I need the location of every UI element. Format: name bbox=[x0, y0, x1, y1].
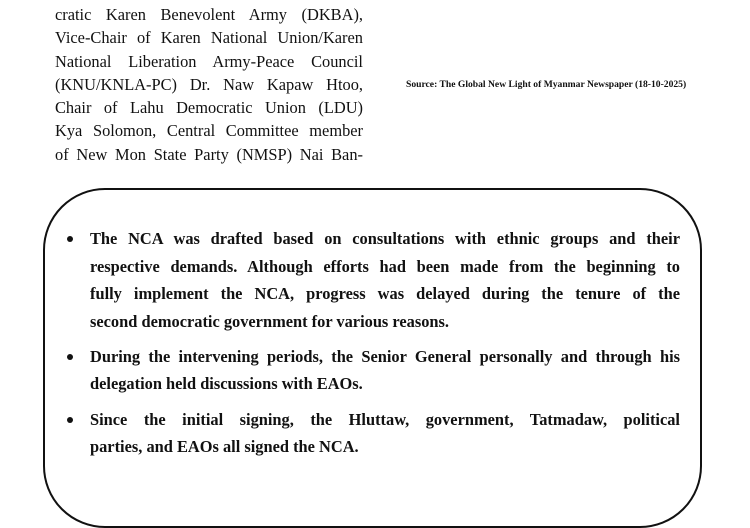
bullet-line: second democratic government for various reasons. bbox=[90, 311, 450, 331]
bullet-line: During the intervening periods, the Senior General personally and through his bbox=[90, 346, 680, 366]
bullet-line: fully implement the NCA, progress was delayed during the tenure of the bbox=[90, 284, 680, 304]
bullet-icon bbox=[67, 236, 73, 242]
bullet-item bbox=[65, 343, 680, 398]
summary-bullet-list bbox=[65, 225, 680, 468]
article-column-text bbox=[55, 3, 363, 166]
article-line: (KNU/KNLA-PC) Dr. Naw Kapaw Htoo, bbox=[55, 74, 363, 94]
article-line: cratic Karen Benevolent Army (DKBA), bbox=[55, 5, 363, 24]
bullet-icon bbox=[67, 354, 73, 360]
bullet-line: The NCA was drafted based on consultations with ethnic groups and their bbox=[90, 229, 680, 248]
bullet-item bbox=[65, 225, 680, 335]
bullet-icon bbox=[67, 417, 73, 423]
bullet-line: respective demands. Although efforts had been made from the beginning to bbox=[90, 256, 680, 276]
article-line: Kya Solomon, Central Committee member bbox=[55, 121, 363, 141]
source-caption: Source: The Global New Light of Myanmar Newspaper (18-10-2025) bbox=[406, 79, 687, 90]
article-line: of New Mon State Party (NMSP) Nai Ban- bbox=[55, 144, 363, 164]
article-line: National Liberation Army-Peace Council bbox=[55, 51, 363, 71]
bullet-line: delegation held discussions with EAOs. bbox=[90, 374, 363, 394]
article-line: Vice-Chair of Karen National Union/Karen bbox=[55, 28, 363, 48]
bullet-item bbox=[65, 406, 680, 461]
article-line: Chair of Lahu Democratic Union (LDU) bbox=[55, 98, 363, 118]
bullet-line: Since the initial signing, the Hluttaw, government, Tatmadaw, political bbox=[90, 409, 680, 429]
bullet-line: parties, and EAOs all signed the NCA. bbox=[90, 437, 359, 457]
